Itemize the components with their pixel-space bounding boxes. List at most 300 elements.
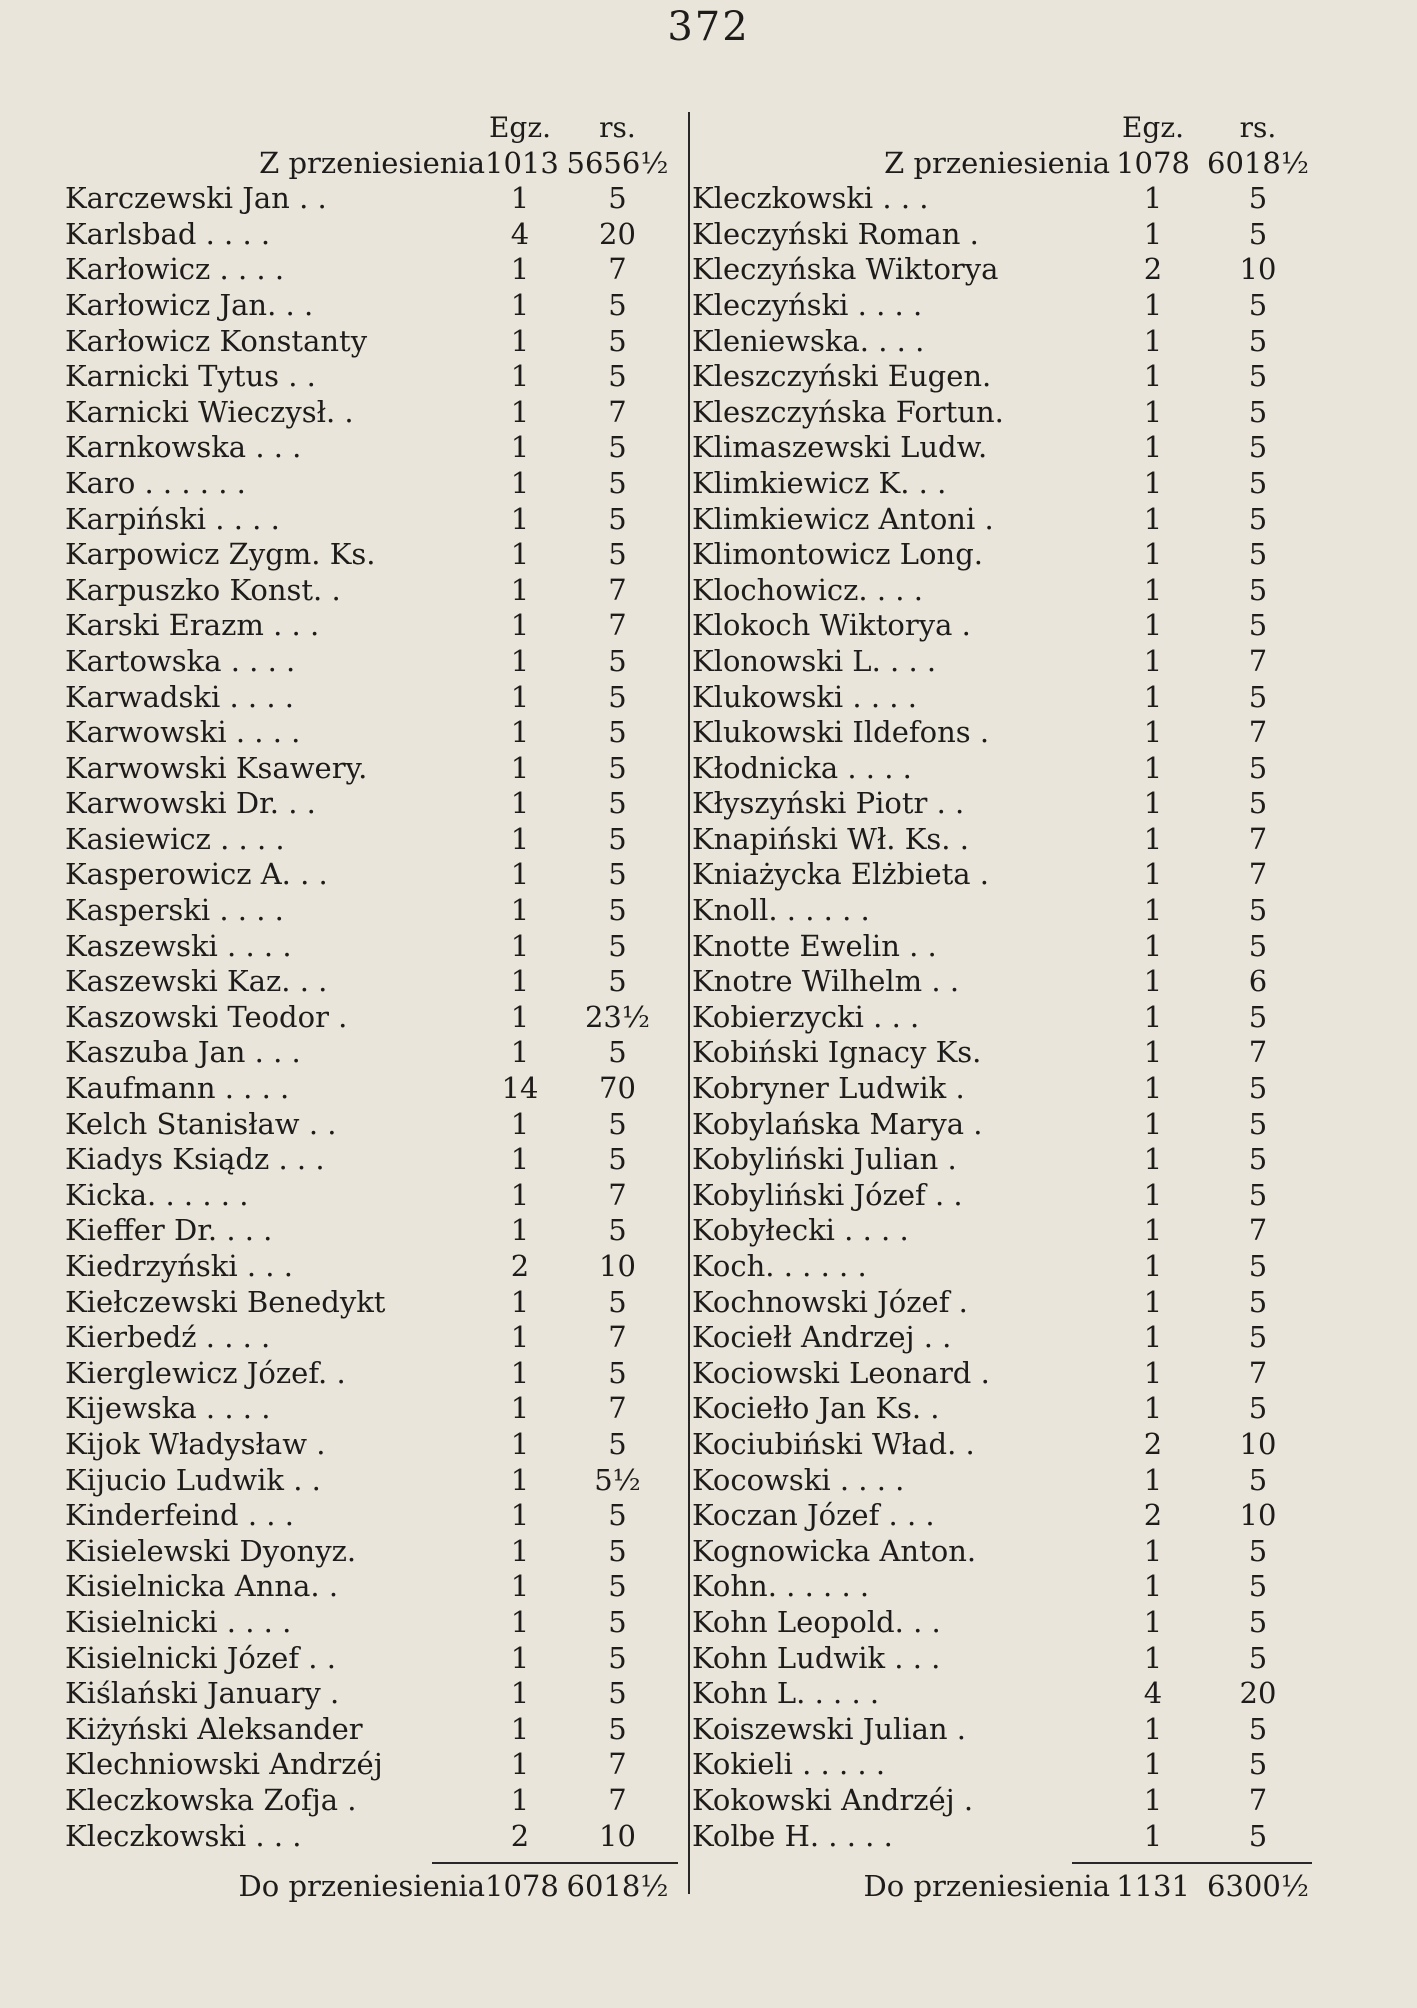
entry-rs: 7 (608, 394, 627, 429)
list-item (692, 715, 1320, 751)
list-item (65, 324, 680, 360)
entry-egz: 1 (510, 323, 530, 358)
list-item (65, 929, 680, 965)
list-item (65, 430, 680, 466)
carry-in-label: Z przeniesienia (259, 145, 485, 180)
list-item (65, 822, 680, 858)
list-item (65, 1641, 680, 1677)
entry-name: Klukowski . . . . (692, 679, 917, 714)
entry-egz: 1 (1143, 1320, 1163, 1355)
entry-name: Kasperowicz A. . . (65, 857, 328, 892)
entry-egz: 1 (1143, 1249, 1163, 1283)
entry-name: Kaufmann . . . . (65, 1071, 290, 1106)
list-item (65, 1819, 680, 1855)
entry-rs: 5 (608, 1640, 627, 1675)
header-spacer (65, 110, 485, 146)
entry-name: Kaszewski . . . . (65, 928, 292, 963)
entry-rs: 7 (608, 1320, 627, 1355)
list-item (692, 324, 1320, 360)
entry-rs: 5 (1248, 501, 1268, 536)
entry-rs: 5 (1248, 1711, 1268, 1746)
entry-egz: 1 (510, 181, 530, 216)
entry-rs: 7 (1248, 1213, 1268, 1248)
entry-egz: 1 (510, 608, 530, 643)
list-item (65, 1569, 680, 1605)
list-item (692, 1035, 1320, 1071)
entry-rs: 5 (608, 786, 627, 821)
entry-name: Klimontowicz Long. (692, 537, 983, 572)
left-entries (65, 181, 680, 1854)
list-item (692, 644, 1320, 680)
entry-name: Kleniewska. . . . (692, 323, 925, 358)
entry-name: Koch. . . . . . (692, 1249, 867, 1283)
right-carry-out-row (692, 1866, 1320, 1906)
column-divider (688, 112, 690, 1894)
list-item (65, 1391, 680, 1427)
entry-egz: 1 (1143, 1391, 1163, 1426)
entry-rs: 5 (608, 643, 627, 678)
entry-rs: 7 (1248, 1782, 1268, 1817)
entry-name: Kociowski Leonard . (692, 1355, 990, 1390)
entry-rs: 5 (608, 430, 627, 465)
entry-egz: 1 (1143, 537, 1163, 572)
entry-name: Klochowicz. . . . (692, 572, 923, 607)
entry-name: Karwowski . . . . (65, 715, 301, 750)
entry-name: Kaszowski Teodor . (65, 999, 348, 1034)
list-item (692, 1747, 1320, 1783)
entry-egz: 1 (510, 537, 530, 572)
list-item (65, 1213, 680, 1249)
list-item (65, 644, 680, 680)
entry-egz: 1 (510, 359, 530, 394)
list-item (692, 1783, 1320, 1819)
entry-rs: 5 (608, 679, 627, 714)
entry-egz: 1 (1143, 1747, 1163, 1782)
list-item (692, 1463, 1320, 1499)
entry-rs: 5 (1248, 999, 1268, 1034)
entry-egz: 1 (1143, 501, 1163, 536)
entry-egz: 1 (510, 1604, 530, 1639)
entry-name: Knotre Wilhelm . . (692, 964, 960, 999)
entry-rs: 5 (1248, 1142, 1268, 1177)
list-item (692, 1178, 1320, 1214)
entry-egz: 1 (1143, 1640, 1163, 1675)
entry-name: Klonowski L. . . . (692, 643, 937, 678)
entry-egz: 1 (1143, 1142, 1163, 1177)
list-item (692, 395, 1320, 431)
egz-header: Egz. (1121, 111, 1184, 144)
entry-egz: 1 (1143, 1213, 1163, 1248)
entry-rs: 5 (1248, 323, 1268, 358)
entry-name: Kobiński Ignacy Ks. (692, 1035, 982, 1070)
list-item (65, 1534, 680, 1570)
entry-name: Klimaszewski Ludw. (692, 430, 988, 465)
entry-egz: 1 (1143, 1782, 1163, 1817)
entry-egz: 1 (510, 750, 530, 785)
entry-rs: 70 (599, 1071, 636, 1106)
entry-name: Kisielnicki Józef . . (65, 1640, 336, 1675)
entry-name: Kleczkowski . . . (65, 1818, 302, 1853)
entry-rs: 5 (1248, 430, 1268, 465)
entry-rs: 5 (608, 465, 627, 500)
entry-rs: 5 (608, 964, 627, 999)
carry-in-egz: 1078 (1116, 145, 1190, 180)
entry-rs: 5 (608, 323, 627, 358)
entry-rs: 5 (608, 181, 627, 216)
list-item (692, 1819, 1320, 1855)
entry-rs: 20 (599, 216, 636, 251)
entry-egz: 1 (510, 1676, 530, 1711)
entry-name: Kolbe H. . . . . (692, 1818, 893, 1853)
entry-egz: 1 (1143, 786, 1163, 821)
entry-rs: 5 (1248, 287, 1268, 322)
entry-name: Kohn. . . . . . (692, 1569, 870, 1604)
entry-name: Kiślański January . (65, 1676, 340, 1711)
entry-egz: 1 (1143, 821, 1163, 856)
entry-egz: 1 (1143, 465, 1163, 500)
entry-egz: 1 (1143, 216, 1163, 251)
entry-egz: 1 (1143, 287, 1163, 322)
entry-egz: 1 (510, 1035, 530, 1070)
entry-egz: 1 (510, 928, 530, 963)
entry-name: Koiszewski Julian . (692, 1711, 966, 1746)
list-item (692, 1605, 1320, 1641)
carry-in-row (65, 146, 680, 182)
entry-name: Klokoch Wiktorya . (692, 608, 971, 643)
list-item (692, 1427, 1320, 1463)
entry-rs: 5 (608, 893, 627, 928)
entry-rs: 5 (1248, 359, 1268, 394)
entry-egz: 1 (1143, 1071, 1163, 1106)
carry-in-rs: 5656½ (566, 145, 669, 180)
entry-name: Kinderfeind . . . (65, 1498, 294, 1533)
carry-out-rs: 6018½ (566, 1869, 669, 1903)
entry-egz: 1 (1143, 893, 1163, 928)
entry-name: Kijewska . . . . (65, 1391, 271, 1426)
list-item (65, 537, 680, 573)
entry-name: Kijucio Ludwik . . (65, 1462, 321, 1497)
list-item (65, 1498, 680, 1534)
list-item (692, 502, 1320, 538)
entry-rs: 5 (1248, 465, 1268, 500)
entry-egz: 1 (1143, 394, 1163, 429)
list-item (65, 217, 680, 253)
entry-name: Klimkiewicz Antoni . (692, 501, 994, 536)
entry-egz: 1 (510, 1391, 530, 1426)
entry-name: Klimkiewicz K. . . (692, 465, 947, 500)
entry-rs: 7 (608, 608, 627, 643)
entry-rs: 5 (608, 1533, 627, 1568)
entry-rs: 7 (1248, 643, 1268, 678)
entry-rs: 10 (1239, 252, 1277, 287)
list-item (692, 929, 1320, 965)
right-column (692, 110, 1320, 1854)
list-item (692, 1107, 1320, 1143)
entry-name: Kisielewski Dyonyz. (65, 1533, 357, 1568)
list-item (65, 1285, 680, 1321)
list-item (692, 1071, 1320, 1107)
entry-egz: 1 (510, 1747, 530, 1782)
carry-out-egz: 1131 (1116, 1869, 1190, 1903)
entry-egz: 1 (510, 287, 530, 322)
entry-egz: 1 (510, 1426, 530, 1461)
list-item (65, 252, 680, 288)
entry-rs: 10 (599, 1249, 636, 1283)
entry-egz: 1 (510, 643, 530, 678)
list-item (65, 1000, 680, 1036)
entry-rs: 5 (608, 857, 627, 892)
entry-rs: 5 (1248, 572, 1268, 607)
list-item (65, 1783, 680, 1819)
list-item (692, 430, 1320, 466)
entry-egz: 1 (510, 1498, 530, 1533)
list-item (692, 1498, 1320, 1534)
list-item (65, 1676, 680, 1712)
entry-egz: 4 (510, 216, 530, 251)
entry-rs: 5 (608, 1711, 627, 1746)
entry-rs: 5 (608, 928, 627, 963)
entry-rs: 5 (608, 1604, 627, 1639)
list-item (692, 1142, 1320, 1178)
entry-egz: 1 (510, 465, 530, 500)
entry-rs: 5 (1248, 1071, 1268, 1106)
entry-name: Kaszuba Jan . . . (65, 1035, 301, 1070)
entry-name: Kiżyński Aleksander (65, 1711, 363, 1746)
entry-egz: 1 (1143, 430, 1163, 465)
entry-name: Kierglewicz Józef. . (65, 1355, 346, 1390)
entry-rs: 5 (608, 287, 627, 322)
list-item (692, 822, 1320, 858)
list-item (65, 1178, 680, 1214)
right-entries (692, 181, 1320, 1854)
entry-egz: 1 (510, 572, 530, 607)
entry-name: Karłowicz Konstanty (65, 323, 368, 358)
entry-name: Karnkowska . . . (65, 430, 302, 465)
entry-rs: 7 (608, 1177, 627, 1212)
entry-name: Kiełczewski Benedykt (65, 1284, 386, 1319)
entry-rs: 5 (1248, 928, 1268, 963)
entry-rs: 5 (608, 1213, 627, 1248)
entry-rs: 5 (1248, 537, 1268, 572)
entry-name: Klukowski Ildefons . (692, 715, 990, 750)
list-item (692, 1249, 1320, 1285)
entry-rs: 5 (1248, 786, 1268, 821)
entry-name: Kociełł Andrzej . . (692, 1320, 952, 1355)
entry-rs: 7 (608, 1391, 627, 1426)
entry-rs: 5 (1248, 1640, 1268, 1675)
carry-out-egz: 1078 (485, 1869, 559, 1903)
entry-name: Kleczkowska Zofja . (65, 1782, 357, 1817)
entry-name: Kaszewski Kaz. . . (65, 964, 328, 999)
entry-name: Kleczkowski . . . (692, 181, 929, 216)
entry-egz: 1 (1143, 1818, 1163, 1853)
list-item (692, 1285, 1320, 1321)
list-item (65, 1142, 680, 1178)
entry-egz: 1 (510, 430, 530, 465)
entry-egz: 1 (1143, 1604, 1163, 1639)
list-item (65, 1427, 680, 1463)
entry-rs: 5 (1248, 1249, 1268, 1283)
list-item (65, 964, 680, 1000)
entry-name: Kicka. . . . . . (65, 1177, 249, 1212)
entry-name: Kociubiński Wład. . (692, 1426, 975, 1461)
entry-name: Knapiński Wł. Ks. . (692, 821, 969, 856)
entry-rs: 5 (608, 537, 627, 572)
entry-rs: 7 (608, 1782, 627, 1817)
entry-name: Kasperski . . . . (65, 893, 284, 928)
list-item (692, 252, 1320, 288)
entry-egz: 1 (1143, 1711, 1163, 1746)
entry-rs: 5 (608, 1106, 627, 1141)
entry-name: Kelch Stanisław . . (65, 1106, 337, 1141)
entry-name: Kiadys Ksiądz . . . (65, 1142, 325, 1177)
entry-rs: 5 (608, 715, 627, 750)
column-header (692, 110, 1320, 146)
list-item (692, 1213, 1320, 1249)
entry-rs: 5 (1248, 1747, 1268, 1782)
entry-name: Karwowski Ksawery. (65, 750, 368, 785)
entry-egz: 14 (501, 1071, 539, 1106)
entry-name: Karski Erazm . . . (65, 608, 320, 643)
entry-rs: 10 (1239, 1426, 1277, 1461)
egz-header: Egz. (488, 111, 551, 144)
entry-name: Karpiński . . . . (65, 501, 280, 536)
entry-egz: 1 (510, 1142, 530, 1177)
entry-rs: 5 (608, 501, 627, 536)
list-item (692, 466, 1320, 502)
entry-name: Karnicki Tytus . . (65, 359, 316, 394)
entry-rs: 5 (608, 1498, 627, 1533)
entry-rs: 6 (1248, 964, 1268, 999)
entry-egz: 1 (510, 252, 530, 287)
entry-egz: 1 (510, 893, 530, 928)
entry-name: Kleszczyńska Fortun. (692, 394, 1004, 429)
entry-egz: 2 (1143, 252, 1163, 287)
carry-out-label: Do przeniesienia (863, 1869, 1110, 1903)
entry-rs: 5 (1248, 1177, 1268, 1212)
entry-rs: 5 (608, 1284, 627, 1319)
rs-header: rs. (599, 111, 636, 144)
entry-rs: 7 (1248, 715, 1268, 750)
list-item (692, 964, 1320, 1000)
entry-name: Klechniowski Andrzéj (65, 1747, 383, 1782)
list-item (692, 1641, 1320, 1677)
entry-egz: 2 (510, 1818, 530, 1853)
list-item (65, 1712, 680, 1748)
list-item (65, 1605, 680, 1641)
entry-egz: 1 (510, 999, 530, 1034)
list-item (692, 181, 1320, 217)
list-item (692, 1712, 1320, 1748)
entry-egz: 1 (510, 964, 530, 999)
entry-name: Kokieli . . . . . (692, 1747, 886, 1782)
entry-name: Kocowski . . . . (692, 1462, 905, 1497)
entry-rs: 5 (608, 750, 627, 785)
rs-header: rs. (1239, 111, 1277, 144)
entry-rs: 7 (1248, 1035, 1268, 1070)
entry-egz: 1 (510, 786, 530, 821)
entry-egz: 1 (510, 501, 530, 536)
list-item (65, 680, 680, 716)
list-item (65, 1320, 680, 1356)
entry-name: Kiedrzyński . . . (65, 1249, 293, 1283)
list-item (65, 1249, 680, 1285)
list-item (692, 680, 1320, 716)
entry-rs: 5 (608, 1355, 627, 1390)
entry-rs: 5 (1248, 608, 1268, 643)
list-item (692, 537, 1320, 573)
list-item (692, 1676, 1320, 1712)
entry-name: Karłowicz Jan. . . (65, 287, 314, 322)
list-item (692, 786, 1320, 822)
entry-name: Kohn L. . . . . (692, 1676, 880, 1711)
entry-name: Kłodnicka . . . . (692, 750, 912, 785)
entry-name: Kokowski Andrzéj . (692, 1782, 974, 1817)
entry-name: Kleczyński . . . . (692, 287, 923, 322)
entry-name: Kartowska . . . . (65, 643, 296, 678)
entry-rs: 5 (1248, 1391, 1268, 1426)
entry-egz: 1 (1143, 1035, 1163, 1070)
entry-name: Karo . . . . . . (65, 465, 246, 500)
entry-rs: 5 (608, 1142, 627, 1177)
entry-rs: 5 (608, 1569, 627, 1604)
entry-rs: 7 (608, 252, 627, 287)
entry-name: Koczan Józef . . . (692, 1498, 935, 1533)
entry-name: Kierbedź . . . . (65, 1320, 271, 1355)
entry-name: Kognowicka Anton. (692, 1533, 977, 1568)
entry-rs: 23½ (584, 999, 650, 1034)
entry-egz: 1 (510, 1533, 530, 1568)
entry-egz: 1 (1143, 1106, 1163, 1141)
carry-out-label: Do przeniesienia (238, 1869, 485, 1903)
entry-egz: 1 (1143, 181, 1163, 216)
entry-egz: 1 (510, 1177, 530, 1212)
entry-rs: 7 (1248, 1355, 1268, 1390)
left-sum-rule (432, 1862, 678, 1864)
entry-name: Kłyszyński Piotr . . (692, 786, 965, 821)
entry-rs: 5 (1248, 679, 1268, 714)
entry-name: Kijok Władysław . (65, 1426, 326, 1461)
entry-rs: 5 (1248, 750, 1268, 785)
entry-egz: 1 (1143, 608, 1163, 643)
entry-egz: 2 (1143, 1498, 1163, 1533)
column-header (65, 110, 680, 146)
entry-rs: 7 (1248, 821, 1268, 856)
entry-rs: 10 (1239, 1498, 1277, 1533)
entry-rs: 5 (1248, 181, 1268, 216)
list-item (65, 181, 680, 217)
entry-rs: 5 (608, 359, 627, 394)
entry-egz: 2 (1143, 1426, 1163, 1461)
entry-name: Kniażycka Elżbieta . (692, 857, 989, 892)
carry-in-label: Z przeniesienia (884, 145, 1110, 180)
list-item (692, 1569, 1320, 1605)
header-spacer (692, 110, 1110, 146)
entry-egz: 1 (1143, 928, 1163, 963)
entry-name: Kociełło Jan Ks. . (692, 1391, 940, 1426)
list-item (692, 857, 1320, 893)
entry-rs: 20 (1239, 1676, 1277, 1711)
left-carry-out-row (65, 1866, 680, 1906)
entry-egz: 1 (1143, 572, 1163, 607)
entry-name: Karczewski Jan . . (65, 181, 327, 216)
entry-rs: 5 (1248, 1462, 1268, 1497)
list-item (65, 1356, 680, 1392)
entry-rs: 5 (608, 1676, 627, 1711)
entry-rs: 5 (1248, 1284, 1268, 1319)
list-item (65, 288, 680, 324)
carry-out-rs: 6300½ (1207, 1869, 1309, 1903)
